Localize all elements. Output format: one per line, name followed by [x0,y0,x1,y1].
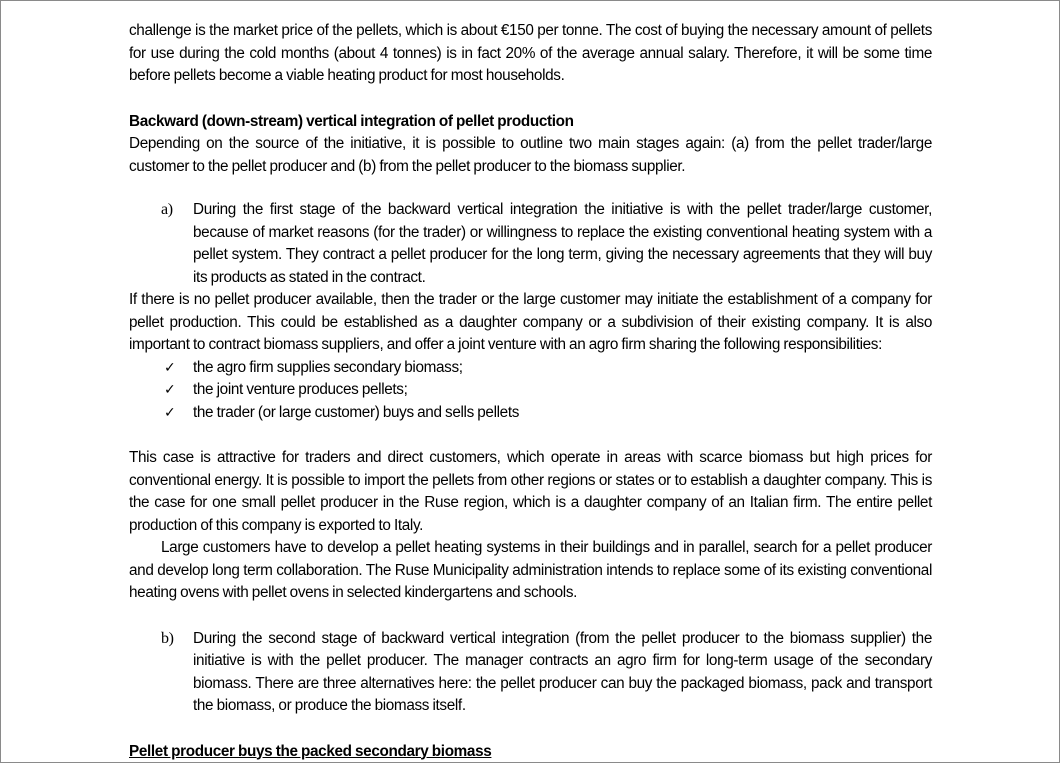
list-marker-a: a) [161,201,173,218]
paragraph-large-customers: Large customers have to develop a pellet heating systems in their buildings and in parallel, search for a pellet producer and develop long term collaboration. The Ruse Municipality administration intends to replace some of its existing conventional heating ovens with pellet ovens in selected kindergartens and schools. [129,539,932,601]
responsibility-checklist [129,357,932,425]
document-body [129,20,932,763]
checklist-item [129,379,932,402]
paragraph-intro: challenge is the market price of the pellets, which is about €150 per tonne. The cost of buying the necessary amount of pellets for use during the cold months (about 4 tonnes) is in fact 20% of the average annual salary. Therefore, it will be some time before pellets become a viable heating product for most households. [129,22,932,84]
checklist-item [129,402,932,425]
checklist-item-text: the joint venture produces pellets; [193,381,408,398]
checklist-item-text: the trader (or large customer) buys and sells pellets [193,403,520,421]
list-item-b-text: During the second stage of backward vertical integration (from the pellet producer to the biomass supplier) the initiative is with the pellet producer. The manager contracts an agro firm for long-term usage of the secondary biomass. There are three alternatives here: the pellet producer can buy the packaged biomass, pack and transport the biomass, or produce the biomass itself. [193,629,932,714]
check-mark-icon: ✓ [164,359,176,376]
checklist-item-text: the agro firm supplies secondary biomass; [193,358,463,376]
check-mark-icon: ✓ [164,404,176,421]
paragraph-depending: Depending on the source of the initiative, it is possible to outline two main stages again: (a) from the pellet trader/large customer to the pellet producer and (b) from the pellet producer to the biomass supplier. [129,135,932,175]
paragraph-attractive-case: This case is attractive for traders and direct customers, which operate in areas with scarce biomass but high prices for conventional energy. It is possible to import the pellets from other regions or states or to establish a daughter company. This is the case for one small pellet producer in the Ruse region, which is a daughter company of an Italian firm. The entire pellet production of this company is exported to Italy. [129,449,932,534]
checklist-item [129,357,932,380]
list-marker-b: b) [161,629,174,647]
list-item-b [129,628,932,718]
check-mark-icon: ✓ [164,382,176,398]
list-item-a-text: During the first stage of the backward vertical integration the initiative is with the pellet trader/large customer, because of market reasons (for the trader) or willingness to replace the existing conventional heating system with a pellet system. They contract a pellet producer for the long term, giving the necessary agreements that they will buy its products as stated in the contract. [193,201,932,286]
heading-producer-buys-biomass: Pellet producer buys the packed secondary biomass [129,742,492,760]
list-item-a [129,199,932,289]
paragraph-no-producer: If there is no pellet producer available, then the trader or the large customer may initiate the establishment of a company for pellet production. This could be established as a daughter company or a subdivision of their existing company. It is also important to contract biomass suppliers, and offer a joint venture with an agro firm sharing the following responsibilities: [129,291,932,353]
heading-backward-integration: Backward (down-stream) vertical integration of pellet production [129,112,574,130]
